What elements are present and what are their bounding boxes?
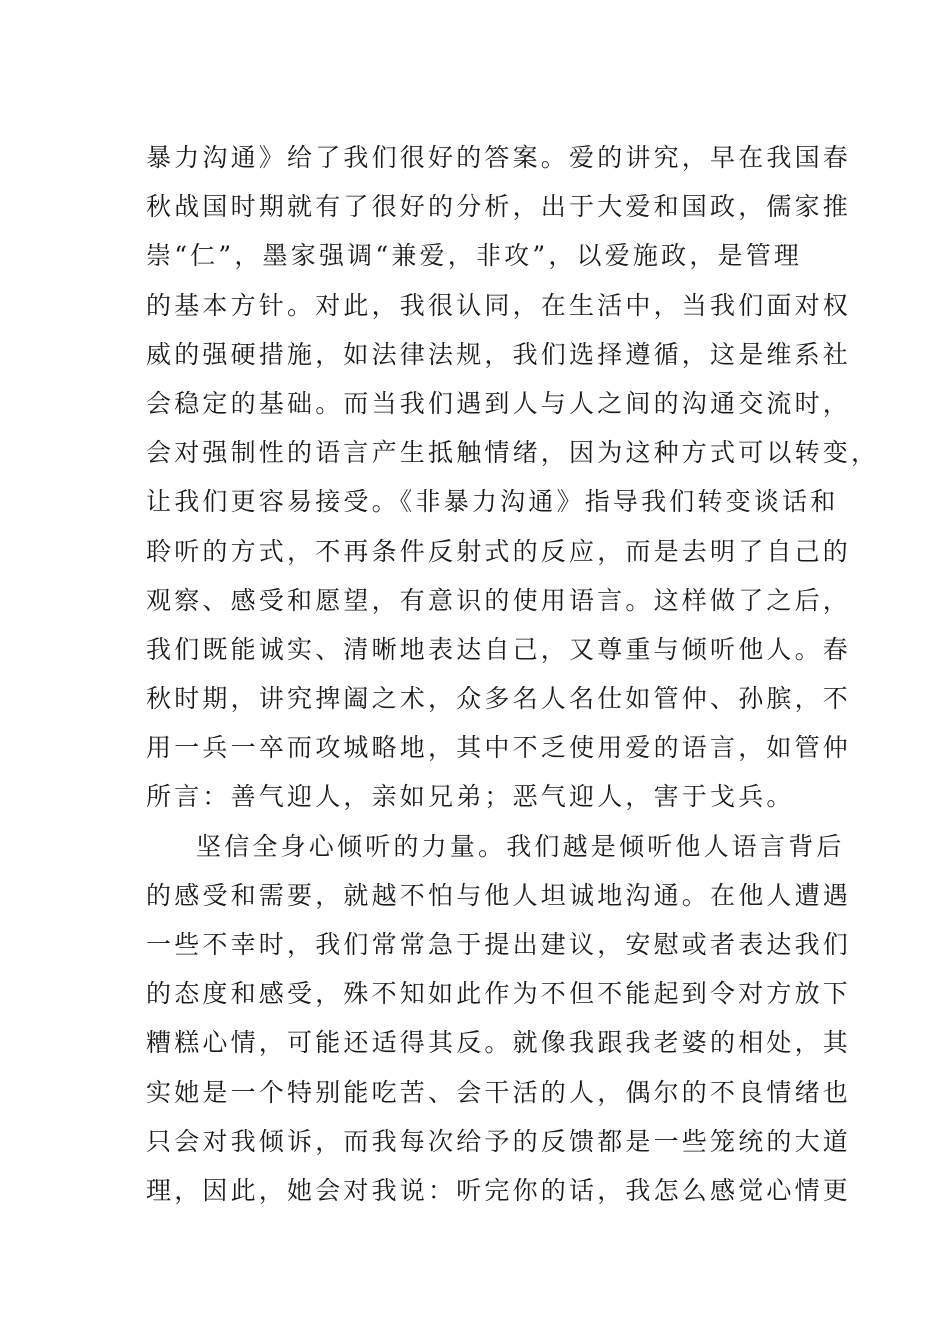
text-line: 的态度和感受，殊不知如此作为不但不能起到令对方放下 [146, 979, 852, 1009]
text-line: 一些不幸时，我们常常急于提出建议，安慰或者表达我们 [146, 930, 852, 959]
text-line: 会对强制性的语言产生抵触情绪，因为这种方式可以转变， [146, 438, 880, 468]
text-line: 暴力沟通》给了我们很好的答案。爱的讲究，早在我国春 [146, 143, 852, 172]
text-line: 秋战国时期就有了很好的分析，出于大爱和国政，儒家推 [146, 192, 852, 222]
text-line: 我们既能诚实、清晰地表达自己，又尊重与倾听他人。春 [146, 634, 852, 664]
text-line: 的感受和需要，就越不怕与他人坦诚地沟通。在他人遭遇 [146, 880, 852, 910]
text-line: 糟糕心情，可能还适得其反。就像我跟我老婆的相处，其 [146, 1028, 852, 1058]
text-line: 让我们更容易接受。《非暴力沟通》指导我们转变谈话和 [146, 487, 839, 517]
body-text [146, 133, 880, 1215]
paragraph-start-line: 坚信全身心倾听的力量。我们越是倾听他人语言背后 [196, 831, 845, 861]
text-line: 只会对我倾诉，而我每次给予的反馈都是一些笼统的大道 [146, 1126, 852, 1156]
text-line: 实她是一个特别能吃苦、会干活的人，偶尔的不良情绪也 [146, 1077, 852, 1107]
text-line: 聆听的方式，不再条件反射式的反应，而是去明了自己的 [146, 536, 852, 566]
text-line: 威的强硬措施，如法律法规，我们选择遵循，这是维系社 [146, 339, 852, 369]
text-line: 崇“仁”，墨家强调“兼爱，非攻”，以爱施政，是管理 [146, 241, 803, 271]
text-line: 观察、感受和愿望，有意识的使用语言。这样做了之后， [146, 585, 852, 615]
text-line: 秋时期，讲究捭阖之术，众多名人名仕如管仲、孙膑，不 [146, 684, 852, 714]
text-line: 用一兵一卒而攻城略地，其中不乏使用爱的语言，如管仲 [146, 733, 852, 763]
text-line: 的基本方针。对此，我很认同，在生活中，当我们面对权 [146, 290, 852, 320]
text-line: 所言：善气迎人，亲如兄弟；恶气迎人，害于戈兵。 [146, 782, 795, 812]
text-line: 会稳定的基础。而当我们遇到人与人之间的沟通交流时， [146, 388, 852, 418]
text-line: 理，因此，她会对我说：听完你的话，我怎么感觉心情更 [146, 1175, 852, 1205]
